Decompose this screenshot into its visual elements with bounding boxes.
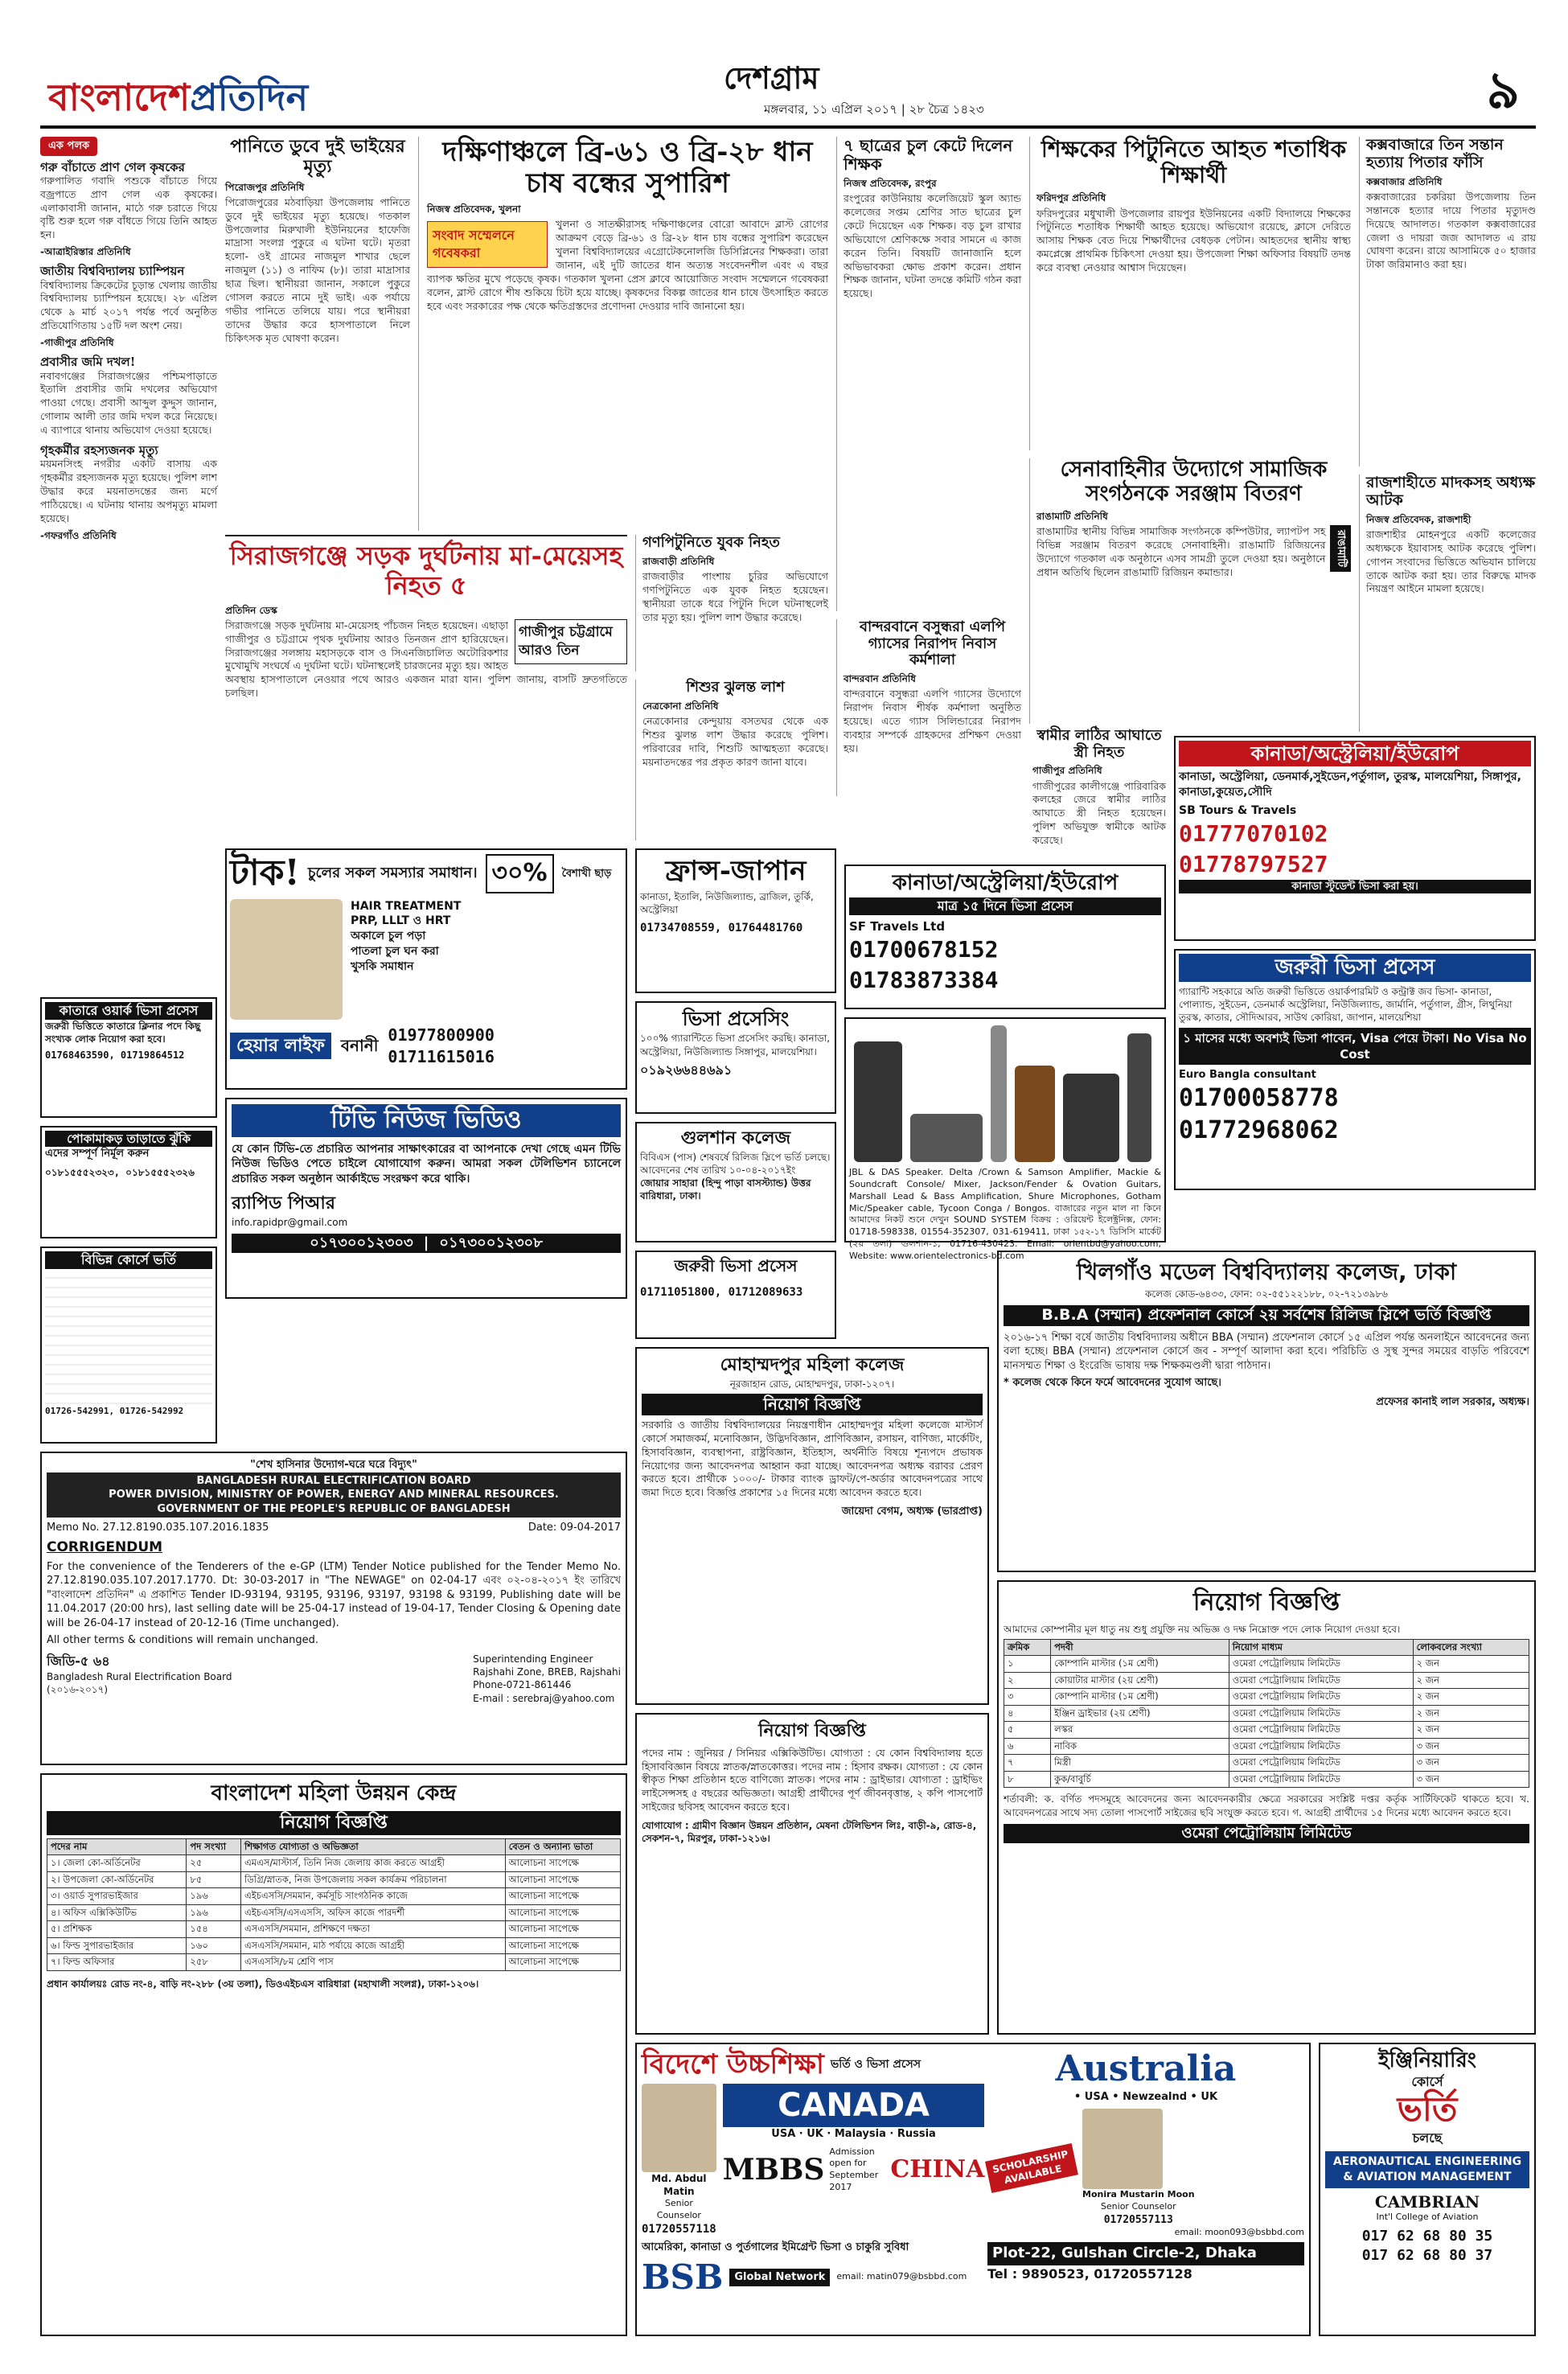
ad-courses[interactable] (40, 1247, 217, 1444)
table-row (1004, 1689, 1529, 1706)
ad-text: কানাডা, ইতালি, নিউজিল্যান্ড, ব্রাজিল, তুর্কি, অস্ট্রেলিয়া (640, 890, 814, 916)
table-cell: ৩ জন (1413, 1738, 1529, 1755)
table-cell: ৭। ফিল্ড অফিসার (47, 1954, 187, 1971)
table-cell: ওমেরা পেট্রোলিয়াম লিমিটেড (1229, 1755, 1413, 1772)
ad-france-japan[interactable] (635, 848, 836, 993)
ad-sound-system[interactable] (844, 1017, 1166, 1261)
table-cell: ১৫৪ (187, 1921, 241, 1938)
table-cell: ২ জন (1413, 1672, 1529, 1689)
notice-mohammadpur-college (635, 1347, 989, 1705)
table-cell: এইচএসসি/এসএসসি, অফিস কাজে পারদর্শী (241, 1904, 506, 1921)
table-cell: ১। জেলা কো-অর্ডিনেটর (47, 1855, 187, 1872)
table-cell: ডিগ্রি/স্নাতক, নিজ উপজেলায় সকল কার্যক্রম পরিচালনা (241, 1871, 506, 1888)
ad-title: টিভি নিউজ ভিডিও (232, 1104, 621, 1137)
page-number: ৯ (1486, 61, 1520, 121)
table-cell: লস্কর (1051, 1722, 1229, 1739)
notice-address: প্রধান কার্যালয়ঃ রোড নং-৪, বাড়ি নং-২৮৮ (৩য় তলা), ডিওএইচএস বারিধারা (মহাখালী সংলগ্ন), ঢাকা-১২০৬। (47, 1978, 479, 1990)
table-cell: ৩ জন (1413, 1771, 1529, 1788)
ad-title: ফ্রান্স-জাপান (665, 855, 807, 887)
table-cell: ৭ (1004, 1755, 1051, 1772)
ad-hair-life[interactable] (225, 848, 627, 1090)
article-sirajganj (225, 535, 630, 840)
brief-tag: এক পলক (40, 137, 97, 156)
ad-brand: CAMBRIAN (1374, 2192, 1480, 2212)
counselor-name: Md. Abdul Matin (651, 2173, 707, 2198)
ad-title: ইঞ্জিনিয়ারিং (1378, 2048, 1476, 2072)
table-row (1004, 1755, 1529, 1772)
brief-text: বিশ্ববিদ্যালয় ক্রিকেটের চূড়ান্ত খেলায় জাতীয় বিশ্ববিদ্যালয় চ্যাম্পিয়ন হয়েছে। ২৮ এপ্রিল থেকে ৯ মার্চ ২০১৭ পর্যন্ত পর্বে অনুষ্ঠিত প্রতিযোগিতায় ১৫টি দল অংশ নেয়। (40, 278, 220, 332)
ad-country: Australia (1055, 2048, 1237, 2089)
headline[interactable]: রাজশাহীতে মাদকসহ অধ্যক্ষ আটক (1366, 474, 1536, 509)
article-gas (836, 618, 1024, 796)
byline: নিজস্ব প্রতিবেদক, খুলনা (427, 203, 521, 216)
table-cell: আলোচনা সাপেক্ষে (505, 1937, 620, 1954)
article-lead (418, 136, 831, 531)
table-cell: ২ জন (1413, 1722, 1529, 1739)
ad-phone: 01977800900 (388, 1025, 495, 1045)
notice-recruitment (635, 1713, 989, 2035)
ad-brand-sub: Int'l College of Aviation (1376, 2212, 1479, 2223)
brief-text: গরুপালিত গবাদি পশুকে বাঁচাতে গিয়ে বজ্রপাতে প্রাণ গেল এক কৃষকের। এলাকাবাসী জানান, মাঠে গরু চরাতে গিয়ে বৃষ্টি শুরু হলে গরু বাঁধতে গিয়ে তিনি আহত হন। (40, 174, 220, 241)
ad-phone: Tel : 9890523, 01720557128 (987, 2265, 1192, 2282)
byline: গাজীপুর প্রতিনিধি (1032, 765, 1102, 777)
ad-admit: ভর্তি (1397, 2089, 1458, 2130)
ad-text: এদের সম্পূর্ণ নির্মূল করুন (45, 1148, 150, 1160)
ad-title: টাক! (230, 852, 300, 893)
article-body: ফরিদপুরের মধুখালী উপজেলার রায়পুর ইউনিয়নের একটি বিদ্যালয়ে শিক্ষকের পিটুনিতে শতাধিক শিক্ষার্থী আহত হয়েছে। অভিযোগ রয়েছে, ক্লাসে দেরিতে আসায় শিক্ষক বেত দিয়ে শিক্ষার্থীদের বেধড়ক পেটান। আহতদের স্থানীয় স্বাস্থ্য কমপ্লেক্সে প্রাথমিক চিকিৎসা দেওয়া হয়। উপজেলা শিক্ষা অফিসার বিষয়টি তদন্ত করে ব্যবস্থা নেওয়ার আশ্বাস দিয়েছেন। (1036, 207, 1354, 274)
table-cell: আলোচনা সাপেক্ষে (505, 1954, 620, 1971)
newspaper-logo[interactable]: বাংলাদেশপ্রতিদিন (48, 76, 309, 119)
ad-countries: কানাডা, অস্ট্রেলিয়া, ডেনমার্ক,সুইডেন,পর্তুগাল, তুরস্ক, মালয়েশিয়া, সিঙ্গাপুর, কানাডা,কুয়েত,সৌদি (1179, 770, 1521, 799)
headline[interactable]: গণপিটুনিতে যুবক নিহত (642, 534, 780, 551)
brief-item (40, 355, 220, 437)
brief-item (40, 442, 220, 542)
table-cell: ২ জন (1413, 1705, 1529, 1722)
ad-text: JBL & DAS Speaker. Delta /Crown & Samson Amplifier, Mackie & Soundcraft Console/ Mixer, Jackson/Fender & Ovation Guitars, Marshall Lead & Bass Amplification, Shure Microphones, Gotham Mic/Speaker cable, Tycoon Conga / Bongos. বাজারের নতুন মাল না কিনে আমাদের নিকট শুনে দেখুন SOUND SYSTEM বিক্রয় : ওরিয়েন্ট ইলেক্ট্রনিক্স, ফোন: 01718-598338, 01554-352307, 031-619411, ঢাকা ১৫২-১৭ ডিসিসি মার্কেট (২য় তলা) গুলশান-১, 01716-430423. Email: orientbd@yahoo.com, Website: www.orientelectronics-bd.com (849, 1167, 1161, 1261)
article-body: রাজবাড়ীর পাংশায় চুরির অভিযোগে গণপিটুনিতে এক যুবক নিহত হয়েছেন। স্থানীয়রা তাকে ধরে পিটুনি দিলে ঘটনাস্থলেই তার মৃত্যু হয়। পুলিশ লাশ উদ্ধার করেছে। (642, 569, 831, 623)
notice-slogan: "শেখ হাসিনার উদ্যোগ-ঘরে ঘরে বিদ্যুৎ" (250, 1459, 417, 1471)
table-cell: ইঞ্জিন ড্রাইভার (২য় শ্রেণী) (1051, 1705, 1229, 1722)
notice-omera-recruitment (997, 1580, 1536, 2035)
speaker-icon (854, 1041, 902, 1162)
ad-address: Plot-22, Gulshan Circle-2, Dhaka (987, 2242, 1304, 2265)
table-cell: ৫। প্রশিক্ষক (47, 1921, 187, 1938)
ad-address: জোয়ার সাহারা (হিন্দু পাড়া বাসস্ট্যান্ড) উত্তর বারিধারা, ঢাকা। (640, 1177, 811, 1202)
ad-brand: BSB (642, 2257, 724, 2297)
table-cell: ওমেরা পেট্রোলিয়াম লিমিটেড (1229, 1738, 1413, 1755)
byline: নিজস্ব প্রতিবেদক, রংপুর (844, 178, 937, 189)
ad-text: গ্যারান্টি সহকারে অতি জরুরী ভিত্তিতে ওয়ার্কপারমিট ও কন্ট্রাক্ট জব ভিসা- কানাডা, পোল্যান্ড, সুইডেন, ডেনমার্ক অস্ট্রেলিয়া, নিউজিল্যান্ড, জার্মানি, পর্তুগাল, গ্রীস, লিথুনিয়া তুরস্ক, কাতার, সৌদিআরব, সাউথ কোরিয়া, জাপান, মালয়েশিয়া (1179, 986, 1513, 1024)
byline: নিজস্ব প্রতিবেদক, রাজশাহী (1366, 513, 1472, 525)
notice-mohila-recruitment (40, 1773, 627, 2336)
ad-text: বিবিএস (পাস) শেষবর্ষে রিলিজ স্লিপে ভর্তি চলছে। আবেদনের শেষ তারিখ ১০-০৪-২০১৭ইং (640, 1151, 831, 1176)
ad-highlight: মাত্র ১৫ দিনে ভিসা প্রসেস (849, 897, 1161, 915)
ad-title: পোকামাকড় তাড়াতে ঝুঁকি (45, 1131, 212, 1147)
ad-sf-travels[interactable] (844, 865, 1166, 1009)
brief-column (40, 137, 220, 989)
article-body: খুলনা ও সাতক্ষীরাসহ দক্ষিণাঞ্চলের বোরো আবাদে ব্লাস্ট রোগের আক্রমণ বেড়ে ব্রি-৬১ ও ব্রি-২৮ ধান চাষ বন্ধের সুপারিশ করেছেন খুলনা বিশ্ববিদ্যালয়ের এগ্রোটেকনোলজি ডিসিপ্লিনের শিক্ষকরা। তারা জানান, এই দুটি জাতের ধান অত্যন্ত সংবেদনশীল এবং এ বছর ব্যাপক ক্ষতির মুখে পড়েছে কৃষক। গতকাল খুলনা প্রেস ক্লাবে আয়োজিত সংবাদ সম্মেলনে গবেষকরা বলেন, ব্লাস্ট রোগে শীষ শুকিয়ে চিটা হয়ে যাচ্ছে। কৃষকদের বিকল্প জাতের ধান চাষে উৎসাহিত করতে হবে এবং সরকারের পক্ষ থেকে ক্ষতিগ্রস্তদের প্রণোদনা দেওয়ার দাবি জানানো হয়। (427, 218, 831, 312)
table-row (1004, 1722, 1529, 1739)
table-cell: ওমেরা পেট্রোলিয়াম লিমিটেড (1229, 1705, 1413, 1722)
notice-address: যোগাযোগ : গ্রামীণ বিজ্ঞান উন্নয়ন প্রতিষ্ঠান, মেষনা টেলিভিশন লিঃ, বাড়ী-৯, রোড-৪, সেকশন-৭, মিরপুর, ঢাকা-১২১৬। (642, 1820, 977, 1845)
ad-text: আমেরিকা, কানাডা ও পুর্তগালের ইমিগ্রেন্ট ভিসা ও চাকুরি সুবিধা (642, 2241, 909, 2254)
ad-phone: 01777070102 (1179, 820, 1328, 848)
article-rajshahi (1359, 474, 1539, 732)
table-row (1004, 1738, 1529, 1755)
ad-phone: ০১৭৩০০১২৩০৩ | ০১৭৩০০১২৩০৮ (232, 1234, 621, 1253)
byline: কক্সবাজার প্রতিনিধি (1366, 175, 1443, 187)
ad-gulshan-college[interactable] (635, 1122, 836, 1242)
notice-note: * কলেজ থেকে কিনে ফর্মে আবেদনের সুযোগ আছে। (1004, 1377, 1221, 1390)
notice-address: নূরজাহান রোড, মোহাম্মদপুর, ঢাকা-১২০৭। (729, 1378, 895, 1390)
ad-phone: 017 62 68 80 37 (1361, 2247, 1493, 2265)
ad-phone: 01772968062 (1179, 1116, 1339, 1145)
table-cell: ২ জন (1413, 1656, 1529, 1673)
notice-company: ওমেরা পেট্রোলিয়াম লিমিটেড (1004, 1824, 1529, 1843)
counselor-photo (642, 2084, 716, 2172)
ad-china: CHINA (890, 2155, 985, 2184)
table-cell: কোয়াটার মাস্টার (২য় শ্রেণী) (1051, 1672, 1229, 1689)
scholarship-badge: SCHOLARSHIP AVAILABLE (985, 2143, 1078, 2193)
table-cell: ৩ (1004, 1689, 1051, 1706)
table-cell: কোম্পানি মাস্টার (১ম শ্রেণী) (1051, 1689, 1229, 1706)
article-child (635, 679, 831, 840)
ad-phone: 01720557118 (642, 2223, 716, 2236)
ad-email: email: moon093@bsbbd.com (1174, 2227, 1304, 2238)
headline[interactable]: দক্ষিণাঞ্চলে ব্রি-৬১ ও ব্রি-২৮ ধান চাষ বন্ধের সুপারিশ (442, 136, 813, 200)
byline: রাজবাড়ী প্রতিনিধি (642, 555, 715, 567)
brief-byline: -গফরগাঁও প্রতিনিধি (40, 529, 117, 541)
ad-emergency-visa[interactable] (1174, 949, 1536, 1190)
article-beating (1029, 136, 1354, 450)
article-haircut (836, 136, 1024, 611)
notice-breb: "শেখ হাসিনার উদ্যোগ-ঘরে ঘরে বিদ্যুৎ" BANGLADESH RURAL ELECTRIFICATION BOARD POWER DIVISION, MINISTRY OF POWER, ENERGY AND MINERAL RESOURCES. GOVERNMENT OF THE PEOPLE'S REPUBLIC OF BANGLADESH Memo No. 27.12.8190.035.107.2016.1835 Date: 09-04-2017 CORRIGENDUM For the convenience of the Tenderers of the e-GP (LTM) Tender Notice published for the Tender Memo No. 27.12.8190.035.107.2017.1770. Dt: 30-03-2017 in "The NEWAGE" on 02-04-17 এবং ০২-০৪-২০১৭ ইং তারিখে "বাংলাদেশ প্রতিদিন" এ প্রকাশিত Tender ID-93194, 93195, 93196, 93197, 93198 & 93199, Publishing date will be 11.04.2017 (20:00 hrs), last selling date will be 25-04-17 instead of 19-04-17, Tender Closing & Opening date will be 26-04-17 instead of 20-12-16 (Time unchanged). All other terms & conditions will remain unchanged. জিডি-৫ ৬৪ Bangladesh Rural Electrification Board (২০১৬-২০১৭) Superintending Engineer Rajshahi Zone, BREB, Rajshahi Phone-0721-861446 E-mail : serebraj@yahoo.com (40, 1452, 627, 1765)
byline: নেত্রকোনা প্রতিনিধি (642, 700, 719, 712)
table-cell: ওমেরা পেট্রোলিয়াম লিমিটেড (1229, 1656, 1413, 1673)
ad-company: র‍্যাপিড পিআর (232, 1193, 335, 1214)
byline: প্রতিদিন ডেস্ক (225, 604, 277, 616)
notice-ref: জিডি-৫ ৬৪ (47, 1653, 110, 1669)
mixer-icon (910, 1114, 983, 1162)
ad-mbbs: MBBS (722, 2152, 825, 2187)
notice-body: For the convenience of the Tenderers of the e-GP (LTM) Tender Notice published for the Tender Memo No. 27.12.8190.035.107.2017.1770. Dt: 30-03-2017 in "The NEWAGE" on 02-04-17 এবং ০২-০৪-২০১৭ ইং তারিখে "বাংলাদেশ প্রতিদিন" এ প্রকাশিত Tender ID-93194, 93195, 93196, 93197, 93198 & 93199, Publishing date will be 11.04.2017 (20:00 hrs), last selling date will be 25-04-17 instead of 19-04-17, Tender Closing & Opening date will be 26-04-17 instead of 20-12-16 (Time unchanged). (47, 1560, 621, 1629)
ad-title: জরুরী ভিসা প্রসেস (674, 1256, 798, 1275)
microphone-icon (991, 1025, 1007, 1162)
notice-body: পদের নাম : জুনিয়র / সিনিয়র এক্সিকিউটিভ। যোগ্যতা : যে কোন বিশ্ববিদ্যালয় হতে হিসাববিজ্ঞান বিষয়ে স্নাতক/স্নাতকোত্তর। পদের নাম : হিসাব রক্ষক। যোগ্যতা : যে কোন স্বীকৃত শিক্ষা প্রতিষ্ঠান হতে বাণিজ্যে স্নাতক। পদের নাম : ড্রাইভার। যোগ্যতা : ড্রাইভিং লাইসেন্সসহ ৫ বছরের অভিজ্ঞতা। আগ্রহী প্রার্থীদের পূর্ণ জীবনবৃত্তান্ত, ২ কপি পাসপোর্ট সাইজের ছবিসহ আবেদন করতে হবে। (642, 1746, 983, 1813)
table-cell: ২৫৮ (187, 1954, 241, 1971)
ad-title: ভিসা প্রসেসিং (682, 1008, 790, 1030)
table-cell: নাবিক (1051, 1738, 1229, 1755)
ad-agency: SB Tours & Travels (1179, 804, 1297, 818)
ad-phone: 01734708559, 01764481760 (640, 922, 803, 935)
ad-subtitle: ভর্তি ও ভিসা প্রসেস (830, 2058, 921, 2072)
table-cell: ৩। ওয়ার্ড সুপারভাইজার (47, 1888, 187, 1905)
notice-signature: জায়েদা বেগম, অধ্যক্ষ (ভারপ্রাপ্ত) (841, 1505, 983, 1518)
masthead (40, 40, 1536, 129)
headline[interactable]: কক্সবাজারে তিন সন্তান হত্যায় পিতার ফাঁসি (1366, 136, 1504, 171)
article-body: নেত্রকোনার কেন্দুয়ায় বসতঘর থেকে এক শিশুর ঝুলন্ত লাশ উদ্ধার করেছে পুলিশ। পরিবারের দাবি, শিশুটি আত্মহত্যা করেছে। ময়নাতদন্তের পর প্রকৃত কারণ জানা যাবে। (642, 714, 831, 768)
article-lynching (635, 534, 831, 672)
headline[interactable]: পানিতে ডুবে দুই ভাইয়ের মৃত্যু (230, 136, 405, 178)
discount-badge: ৩০% (486, 854, 554, 893)
ad-email: info.rapidpr@gmail.com (232, 1216, 348, 1228)
notice-org: খিলগাঁও মডেল বিশ্ববিদ্যালয় কলেজ, ঢাকা (1076, 1259, 1457, 1285)
ad-company: হেয়ার লাইফ (230, 1033, 331, 1060)
ad-countries: • USA • Newzealnd • UK (1073, 2090, 1218, 2103)
counselor-name: Monira Mustarin Moon (1082, 2189, 1195, 2200)
ad-running: চলছে (1412, 2130, 1443, 2146)
dateline: মঙ্গলবার, ১১ এপ্রিল ২০১৭ | ২৮ চৈত্র ১৪২৩ (764, 102, 984, 117)
table-cell: ৬। ফিল্ড সুপারভাইজার (47, 1937, 187, 1954)
table-cell: এসএসসি/সমমান, মাঠ পর্যায়ে কাজে আগ্রহী (241, 1937, 506, 1954)
article-army (1029, 458, 1351, 724)
table-row (47, 1954, 621, 1971)
ad-title: গুলশান কলেজ (680, 1128, 791, 1148)
ad-phone: 01720557113 (1103, 2213, 1173, 2226)
discount-note: বৈশাখী ছাড় (561, 867, 612, 880)
table-cell: ওমেরা পেট্রোলিয়াম লিমিটেড (1229, 1689, 1413, 1706)
table-cell: ২৫ (187, 1855, 241, 1872)
ad-tv-news[interactable] (225, 1098, 627, 1299)
table-cell: ৩ জন (1413, 1755, 1529, 1772)
ad-agency: SF Travels Ltd (849, 918, 946, 934)
table-cell: ওমেরা পেট্রোলিয়াম লিমিটেড (1229, 1722, 1413, 1739)
ad-phone: 01783873384 (849, 966, 999, 993)
table-row (47, 1871, 621, 1888)
ad-email: email: matin079@bsbbd.com (836, 2271, 967, 2282)
article-drowning (225, 136, 413, 523)
article-wife (1029, 727, 1169, 865)
ad-note: কানাডা স্টুডেন্ট ভিসা করা হয়। (1179, 880, 1531, 894)
guitar-icon (1127, 1033, 1151, 1162)
notice-title: নিয়োগ বিজ্ঞপ্তি (642, 1394, 983, 1415)
notice-khilgaon-college (997, 1251, 1536, 1572)
notice-terms: All other terms & conditions will remain unchanged. (47, 1634, 319, 1647)
notice-conditions: শর্তাবলী: ক. বর্ণিত পদসমূহে আবেদনের জন্য আবেদনকারীর ক্ষেত্রে সরকারের সংশ্লিষ্ট দপ্তর কর্তৃক সার্টিফিকেট থাকতে হবে। খ. আবেদনপত্রের সাথে সদ্য তোলা পাসপোর্ট সাইজের ছবি সংযুক্ত করতে হবে। গ. আগ্রহী প্রার্থীদের ১৫ দিনের মধ্যে আবেদন করতে হবে। (1004, 1793, 1529, 1818)
conga-icon (1015, 1066, 1055, 1162)
table-cell: আলোচনা সাপেক্ষে (505, 1871, 620, 1888)
table-row (1004, 1672, 1529, 1689)
article-body: পিরোজপুরের মঠবাড়িয়া উপজেলায় পানিতে ডুবে দুই ভাইয়ের মৃত্যু হয়েছে। গতকাল উপজেলার মিরুখালী ইউনিয়নের হাফেজি মাদ্রাসা সংলগ্ন পুকুরে এ ঘটনা ঘটে। মৃতরা হলো- ওই গ্রামের নাজমুল শাখার ছেলে নাজমুল (১১) ও নাফিম (৮)। তারা মাদ্রাসার ছাত্র ছিল। স্থানীয়রা জানান, সকালে পুকুরে গোসল করতে নামে দুই ভাই। এক পর্যায়ে গভীর পানিতে তলিয়ে যায়। পরে স্থানীয়রা তাদের উদ্ধার করে হাসপাতালে নিলে চিকিৎসক মৃত ঘোষণা করেন। (225, 195, 413, 344)
ad-title: কাতারে ওয়ার্ক ভিসা প্রসেস (45, 1002, 212, 1020)
ad-highlight: ১ মাসের মধ্যে অবশ্যই ভিসা পাবেন, Visa পেয়ে টাকা। No Visa No Cost (1179, 1028, 1531, 1066)
table-row (47, 1855, 621, 1872)
table-cell: আলোচনা সাপেক্ষে (505, 1921, 620, 1938)
notice-title: নিয়োগ বিজ্ঞপ্তি (1192, 1588, 1340, 1616)
headline[interactable]: বান্দরবানে বসুন্ধরা এলপি গ্যাসের নিরাপদ নিবাস কর্মশালা (859, 618, 1006, 669)
ad-title: জরুরী ভিসা প্রসেস (1179, 954, 1531, 982)
vacancy-table: পদের নাম পদ সংখ্যা শিক্ষাগত যোগ্যতা ও অভিজ্ঞতা বেতন ও অন্যান্য ভাতা ১। জেলা কো-অর্ডিনেটর ২৫ এমএস/মাস্টার্স, তিনি নিজ জেলায় কাজ করতে আগ্রহী আলোচনা সাপেক্ষে ২। উপজেলা কো-অর্ডিনেটর ৮৫ ডিগ্রি/স্নাতক, নিজ উপজেলায় সকল কার্যক্রম পরিচালনা আলোচনা সাপেক্ষে ৩। ওয়ার্ড সুপারভাইজার ১৯৬ এইচএসসি/সমমান, কর্মসূচি সাংগঠনিক কাজে আলোচনা সাপেক্ষে ৪। অফিস এক্সিকিউটিভ ১৯৬ এইচএসসি/এসএসসি, অফিস কাজে পারদর্শী আলোচনা সাপেক্ষে ৫। প্রশিক্ষক ১৫৪ এসএসসি/সমমান, প্রশিক্ষণে দক্ষতা আলোচনা সাপেক্ষে ৬। ফিল্ড সুপারভাইজার ১৬০ এসএসসি/সমমান, মাঠ পর্যায়ে কাজে আগ্রহী আলোচনা সাপেক্ষে ৭। ফিল্ড অফিসার ২৫৮ এসএসসি/৮ম শ্রেণি পাস আলোচনা সাপেক্ষে (47, 1838, 621, 1971)
brief-byline: -গাজীপুর প্রতিনিধি (40, 337, 114, 349)
brief-text: নবাবগঞ্জের সিরাজগঞ্জের পশ্চিমপাড়াতে ইতালি প্রবাসীর জমি দখলের অভিযোগ পাওয়া গেছে। প্রবাসী আব্দুল কুদ্দুস জানান, গোলাম আলী তার জমি দখল করে নিয়েছে। এ ব্যাপারে থানায় অভিযোগ দেওয়া হয়েছে। (40, 369, 220, 437)
ad-bsb-global[interactable] (635, 2043, 1311, 2336)
ad-phone: 01726-542991, 01726-542992 (45, 1405, 184, 1416)
ad-phone: 017 62 68 80 35 (1361, 2228, 1493, 2245)
table-cell: এসএসসি/সমমান, প্রশিক্ষণে দক্ষতা (241, 1921, 506, 1938)
course-list-placeholder (45, 1269, 212, 1406)
ad-countries: USA · UK · Malaysia · Russia (771, 2128, 936, 2141)
equipment-image (849, 1022, 1161, 1167)
byline: ফরিদপুর প্রতিনিধি (1036, 192, 1106, 204)
ad-agency: Euro Bangla consultant (1179, 1069, 1316, 1082)
table-cell: ৬ (1004, 1738, 1051, 1755)
article-body: সিরাজগঞ্জে সড়ক দুর্ঘটনায় মা-মেয়েসহ পাঁচজন নিহত হয়েছেন। এছাড়া গাজীপুর ও চট্টগ্রামে পৃথক দুর্ঘটনায় আরও তিনজন প্রাণ হারিয়েছেন। সিরাজগঞ্জের সলঙ্গায় মহাসড়কে বাস ও সিএনজিচালিত অটোরিকশার মুখোমুখি সংঘর্ষে এ দুর্ঘটনা ঘটে। ঘটনাস্থলেই চারজনের মৃত্যু হয়। আহত অবস্থায় হাসপাতালে নেওয়ার পথে আরও একজন মারা যান। পুলিশ জানায়, বাসটি দ্রুতগতিতে চলছিল। (225, 618, 630, 700)
ad-title: বিভিন্ন কোর্সে ভর্তি (45, 1251, 212, 1269)
table-cell: মিস্ত্রী (1051, 1755, 1229, 1772)
table-cell: ৪ (1004, 1705, 1051, 1722)
article-body: রাজশাহীর মোহনপুরে একটি কলেজের অধ্যক্ষকে ইয়াবাসহ আটক করেছে পুলিশ। গোপন সংবাদের ভিত্তিতে অভিযান চালিয়ে তাকে আটক করা হয়। তার বিরুদ্ধে মাদক নিয়ন্ত্রণ আইনে মামলা হয়েছে। (1366, 528, 1539, 595)
headline[interactable]: শিশুর ঝুলন্ত লাশ (686, 679, 785, 696)
brief-byline: -আত্রাইরিস্তার প্রতিনিধি (40, 246, 131, 258)
table-cell: আলোচনা সাপেক্ষে (505, 1904, 620, 1921)
counselor-photo (1082, 2109, 1163, 2189)
ad-cambrian[interactable] (1319, 2043, 1536, 2336)
headline[interactable]: শিক্ষকের পিটুনিতে আহত শতাধিক শিক্ষার্থী (1041, 136, 1347, 189)
table-cell: এইচএসসি/সমমান, কর্মসূচি সাংগঠনিক কাজে (241, 1888, 506, 1905)
table-cell: কোম্পানি মাস্টার (১ম শ্রেণী) (1051, 1656, 1229, 1673)
headline[interactable]: সেনাবাহিনীর উদ্যোগে সামাজিক সংগঠনকে সরঞ্জাম বিতরণ (1060, 458, 1328, 506)
brief-title: গৃহকর্মীর রহস্যজনক মৃত্যু (40, 442, 158, 458)
notice-heading: CORRIGENDUM (47, 1538, 163, 1555)
brief-text: ময়মনসিংহ নগরীর একটি বাসায় এক গৃহকর্মীর রহস্যজনক মৃত্যু হয়েছে। পুলিশ লাশ উদ্ধার করে ময়নাতদন্তের জন্য মর্গে পাঠিয়েছে। এ ঘটনায় থানায় অপমৃত্যু মামলা হয়েছে। (40, 458, 220, 524)
subhead: গাজীপুর চট্টগ্রামে আরও তিন (515, 619, 627, 664)
ad-title: বিদেশে উচ্চশিক্ষা (642, 2048, 824, 2080)
ad-brand-sub: Global Network (729, 2269, 830, 2286)
ad-title: কানাডা/অস্ট্রেলিয়া/ইউরোপ (892, 871, 1119, 895)
table-cell: ১৬০ (187, 1937, 241, 1954)
ad-visa-processing[interactable] (635, 1001, 836, 1114)
headline[interactable]: ৭ ছাত্রের চুল কেটে দিলেন শিক্ষক (844, 136, 1013, 174)
article-body: রাঙামাটির স্থানীয় বিভিন্ন সামাজিক সংগঠনকে কম্পিউটার, ল্যাপটপ সহ বিভিন্ন সরঞ্জাম বিতরণ করেছে সেনাবাহিনী। রাঙামাটি রিজিয়নের উদ্যোগে গতকাল এক অনুষ্ঠানে এসব সামগ্রী তুলে দেওয়া হয়। অনুষ্ঠানে প্রধান অতিথি ছিলেন রাঙামাটি রিজিয়ন কমান্ডার। (1036, 524, 1329, 578)
article-body: গাজীপুরের কালীগঞ্জে পারিবারিক কলহের জেরে স্বামীর লাঠির আঘাতে স্ত্রী নিহত হয়েছেন। পুলিশ অভিযুক্ত স্বামীকে আটক করেছে। (1032, 779, 1169, 847)
table-cell: আলোচনা সাপেক্ষে (505, 1855, 620, 1872)
table-cell: ২ (1004, 1672, 1051, 1689)
article-body: বান্দরবানে বসুন্ধরা এলপি গ্যাসের উদ্যোগে নিরাপদ নিবাস শীর্ষক কর্মশালা অনুষ্ঠিত হয়েছে। এতে গ্যাস সিলিন্ডারের নিরাপদ ব্যবহার সম্পর্কে গ্রাহকদের প্রশিক্ষণ দেওয়া হয়। (844, 688, 1024, 754)
table-cell: কুক/বাবুর্চি (1051, 1771, 1229, 1788)
ad-text: যে কোন টিভি-তে প্রচারিত আপনার সাক্ষাৎকারের বা আপনাকে দেখা গেছে এমন টিভি নিউজ ভিডিও পেতে চাইলে যোগাযোগ করুন। আমরা সকল টেলিভিশন চ্যানেলে প্রচারিত সকল অনুষ্ঠান আর্কাইভে সংরক্ষণ করে থাকি। (232, 1142, 621, 1186)
notice-title: নিয়োগ বিজ্ঞপ্তি (758, 1721, 866, 1741)
table-cell: ওমেরা পেট্রোলিয়াম লিমিটেড (1229, 1771, 1413, 1788)
table-cell: আলোচনা সাপেক্ষে (505, 1888, 620, 1905)
notice-code: কলেজ কোড-৬৪৩৩, ফোন: ০২-৫৫১২২১৮৮, ০২-৭২১৩৯৮৬ (1145, 1288, 1388, 1300)
ad-subtitle: চুলের সকল সমস্যার সমাধান। (307, 865, 478, 882)
table-cell: ৮৫ (187, 1871, 241, 1888)
notice-org: মোহাম্মদপুর মহিলা কলেজ (720, 1355, 905, 1375)
ad-phone: 01711615016 (388, 1046, 495, 1066)
section-title: দেশগ্রাম (724, 60, 819, 96)
ad-courses: AERONAUTICAL ENGINEERING & AVIATION MANAGEMENT (1325, 2151, 1529, 2188)
brief-title: জাতীয় বিশ্ববিদ্যালয় চ্যাম্পিয়ন (40, 264, 185, 279)
notice-intro: আমাদের কোম্পানীর মূল ধাতু নয় শুধু প্রযুক্তি নয় অভিজ্ঞ ও দক্ষ নিম্নোক্ত পদে লোক নিয়োগ দেওয়া হবে। (1004, 1623, 1401, 1635)
ad-country: CANADA (723, 2084, 985, 2127)
ad-phone: ০১৮১৫৫৫২৩২৩, ০১৮১৫৫৫২৩২৬ (45, 1166, 195, 1178)
ad-phone: 01700678152 (849, 935, 999, 963)
ad-canada-travel[interactable] (1174, 736, 1536, 941)
ad-text: জরুরী ভিত্তিতে কাতারে ক্লিনার পদে কিছু সংখ্যক লোক নিয়োগ করা হবে। (45, 1020, 201, 1045)
headline[interactable]: সিরাজগঞ্জে সড়ক দুর্ঘটনায় মা-মেয়েসহ নিহত ৫ (229, 540, 623, 601)
byline: পিরোজপুর প্রতিনিধি (225, 181, 305, 193)
table-cell: ২। উপজেলা কো-অর্ডিনেটর (47, 1871, 187, 1888)
byline: রাঙামাটি প্রতিনিধি (1036, 510, 1108, 522)
notice-org: বাংলাদেশ মহিলা উন্নয়ন কেন্দ্র (211, 1781, 457, 1805)
counselor-role: Senior Counselor (656, 2198, 701, 2221)
doctor-photo (230, 899, 343, 1020)
article-body: কক্সবাজারের চকরিয়া উপজেলায় তিন সন্তানকে হত্যার দায়ে পিতার মৃত্যুদণ্ড দিয়েছে আদালত। গতকাল কক্সবাজারের জেলা ও দায়রা জজ আদালত এ রায় ঘোষণা করেন। রায়ে আসামিকে ৫০ হাজার টাকা জরিমানাও করা হয়। (1366, 190, 1539, 271)
notice-date: Date: 09-04-2017 (527, 1522, 621, 1534)
byline: বান্দরবান প্রতিনিধি (844, 673, 917, 685)
notice-title: B.B.A (সম্মান) প্রফেশনাল কোর্সে ২য় সর্বশেষ রিলিজ স্লিপে ভর্তি বিজ্ঞপ্তি (1004, 1305, 1529, 1326)
ad-admission: Admission open for September 2017 (829, 2146, 879, 2193)
ad-phone: ০১৯২৬৬৪৪৬৯১ (640, 1062, 733, 1078)
brief-item (40, 264, 220, 349)
ad-urgent-visa[interactable] (635, 1251, 836, 1339)
notice-title: নিয়োগ বিজ্ঞপ্তি (47, 1811, 621, 1835)
ad-title: কানাডা/অস্ট্রেলিয়া/ইউরোপ (1179, 741, 1531, 766)
vacancy-table: ক্রমিক পদবী নিয়োগ মাধ্যম লোকবলের সংখ্যা ১ কোম্পানি মাস্টার (১ম শ্রেণী) ওমেরা পেট্রোলিয়াম লিমিটেড ২ জন ২ কোয়াটার মাস্টার (২য় শ্রেণী) ওমেরা পেট্রোলিয়াম লিমিটেড ২ জন ৩ কোম্পানি মাস্টার (১ম শ্রেণী) ওমেরা পেট্রোলিয়াম লিমিটেড ২ জন ৪ ইঞ্জিন ড্রাইভার (২য় শ্রেণী) ওমেরা পেট্রোলিয়াম লিমিটেড ২ জন ৫ লস্কর ওমেরা পেট্রোলিয়াম লিমিটেড ২ জন ৬ নাবিক ওমেরা পেট্রোলিয়াম লিমিটেড ৩ জন ৭ মিস্ত্রী ওমেরা পেট্রোলিয়াম লিমিটেড ৩ জন ৮ কুক/বাবুর্চি ওমেরা পেট্রোলিয়াম লিমিটেড ৩ জন (1004, 1639, 1529, 1789)
brief-title: প্রবাসীর জমি দখল! (40, 355, 136, 370)
table-cell: ১৯৬ (187, 1904, 241, 1921)
article-body: রংপুরের কাউনিয়ায় কলেজিয়েট স্কুল অ্যান্ড কলেজের সপ্তম শ্রেণির সাত ছাত্রের চুল কেটে দিয়েছেন এক শিক্ষক। বড় চুল রাখার অভিযোগে শ্রেণিকক্ষে সবার সামনে এ কাজ করেন তিনি। বিষয়টি জানাজানি হলে অভিভাবকরা ক্ষোভ প্রকাশ করেন। প্রধান শিক্ষক জানান, ঘটনা তদন্তে কমিটি গঠন করা হয়েছে। (844, 192, 1024, 300)
table-cell: ওমেরা পেট্রোলিয়াম লিমিটেড (1229, 1672, 1413, 1689)
ad-text: ১০০% গ্যারান্টিতে ভিসা প্রসেসিং করছি। কানাডা, অস্ট্রেলিয়া, নিউজিল্যান্ড সিঙ্গাপুর, মালয়েশিয়া। (640, 1033, 831, 1058)
table-row (47, 1921, 621, 1938)
table-cell: এসএসসি/৮ম শ্রেণি পাস (241, 1954, 506, 1971)
table-cell: এমএস/মাস্টার্স, তিনি নিজ জেলায় কাজ করতে আগ্রহী (241, 1855, 506, 1872)
table-row (1004, 1771, 1529, 1788)
table-row (1004, 1705, 1529, 1722)
location-tag: রাঙামাটি (1330, 525, 1351, 572)
table-row (47, 1904, 621, 1921)
brief-title: গরু বাঁচাতে প্রাণ গেল কৃষকের (40, 159, 185, 175)
table-cell: ১৯৬ (187, 1888, 241, 1905)
table-row (1004, 1656, 1529, 1673)
ad-subtitle: কোর্সে (1411, 2073, 1443, 2089)
counselor-role: Senior Counselor (1100, 2200, 1176, 2212)
ad-qatar-visa[interactable] (40, 997, 217, 1118)
memo-number: Memo No. 27.12.8190.035.107.2016.1835 (47, 1522, 269, 1534)
ad-area: বনানী (340, 1036, 379, 1056)
notice-body: সরকারি ও জাতীয় বিশ্ববিদ্যালয়ের নিয়ন্ত্রণাধীন মোহাম্মদপুর মহিলা কলেজে মাস্টার্স কোর্সে সমাজকর্ম, মনোবিজ্ঞান, উদ্ভিদবিজ্ঞান, প্রাণিবিজ্ঞান, রসায়ন, বাণিজ্য, মার্কেটিং, হিসাববিজ্ঞান, ব্যবস্থাপনা, রাষ্ট্রবিজ্ঞান, ইতিহাস, অর্থনীতি বিষয়ে শূন্যপদে প্রভাষক নিয়োগের জন্য আবেদনপত্র আহ্বান করা যাচ্ছে। আবেদনপত্র অধ্যক্ষ বরাবর প্রেরণ করতে হবে। প্রার্থীকে ১০০০/- টাকার ব্যাংক ড্রাফট/পে-অর্ডার আবেদনপত্রের সাথে জমা দিতে হবে। বিজ্ঞপ্তি প্রকাশের ১৫ দিনের মধ্যে আবেদন করতে হবে। (642, 1418, 983, 1499)
table-cell: ২ জন (1413, 1689, 1529, 1706)
notice-ref2: (২০১৬-২০১৭) (47, 1683, 109, 1695)
brief-item (40, 159, 220, 259)
notice-board: Bangladesh Rural Electrification Board (47, 1670, 232, 1682)
ad-phone: 01711051800, 01712089633 (640, 1286, 803, 1299)
table-cell: ৪। অফিস এক্সিকিউটিভ (47, 1904, 187, 1921)
ad-pest-control[interactable] (40, 1126, 217, 1238)
service-list: HAIR TREATMENT PRP, LLLT ও HRT অকালে চুল পড়া পাতলা চুল ঘন করা খুসকি সমাধান (351, 899, 462, 974)
notice-org: BANGLADESH RURAL ELECTRIFICATION BOARD POWER DIVISION, MINISTRY OF POWER, ENERGY AND MINERAL RESOURCES. GOVERNMENT OF THE PEOPLE'S REPUBLIC OF BANGLADESH (47, 1472, 621, 1518)
table-cell: ৫ (1004, 1722, 1051, 1739)
callout-box: সংবাদ সম্মেলনে গবেষকরা (427, 221, 548, 267)
table-row (47, 1937, 621, 1954)
headline[interactable]: স্বামীর লাঠির আঘাতে স্ত্রী নিহত (1036, 727, 1162, 761)
ad-phone: 01768463590, 01719864512 (45, 1049, 185, 1061)
table-cell: ৮ (1004, 1771, 1051, 1788)
table-cell: ১ (1004, 1656, 1051, 1673)
article-cox (1359, 136, 1539, 466)
ad-phone: 01778797527 (1179, 850, 1328, 877)
amplifier-icon (1063, 1074, 1119, 1162)
notice-signature: প্রফেসর কানাই লাল সরকার, অধ্যক্ষ। (1376, 1395, 1529, 1408)
ad-phone: 01700058778 (1179, 1083, 1339, 1112)
table-row (47, 1888, 621, 1905)
notice-body: ২০১৬-১৭ শিক্ষা বর্ষে জাতীয় বিশ্ববিদ্যালয় অধীনে BBA (সম্মান) প্রফেশনাল কোর্সে ১৫ এপ্রিল পর্যন্ত অনলাইনে আবেদনের জন্য বলা হচ্ছে। BBA (সম্মান) প্রফেশনাল কোর্সে জব - সম্পূর্ণ আলাদা করা হবে। পরিচিতি ও সুস্থ সুন্দর সময়ের বাড়তি পরিবেশে মানসম্মত শিক্ষা ও ইংরেজি ভাষায় দক্ষ শিক্ষকমণ্ডলী দ্বারা পাঠদান। (1004, 1331, 1529, 1372)
